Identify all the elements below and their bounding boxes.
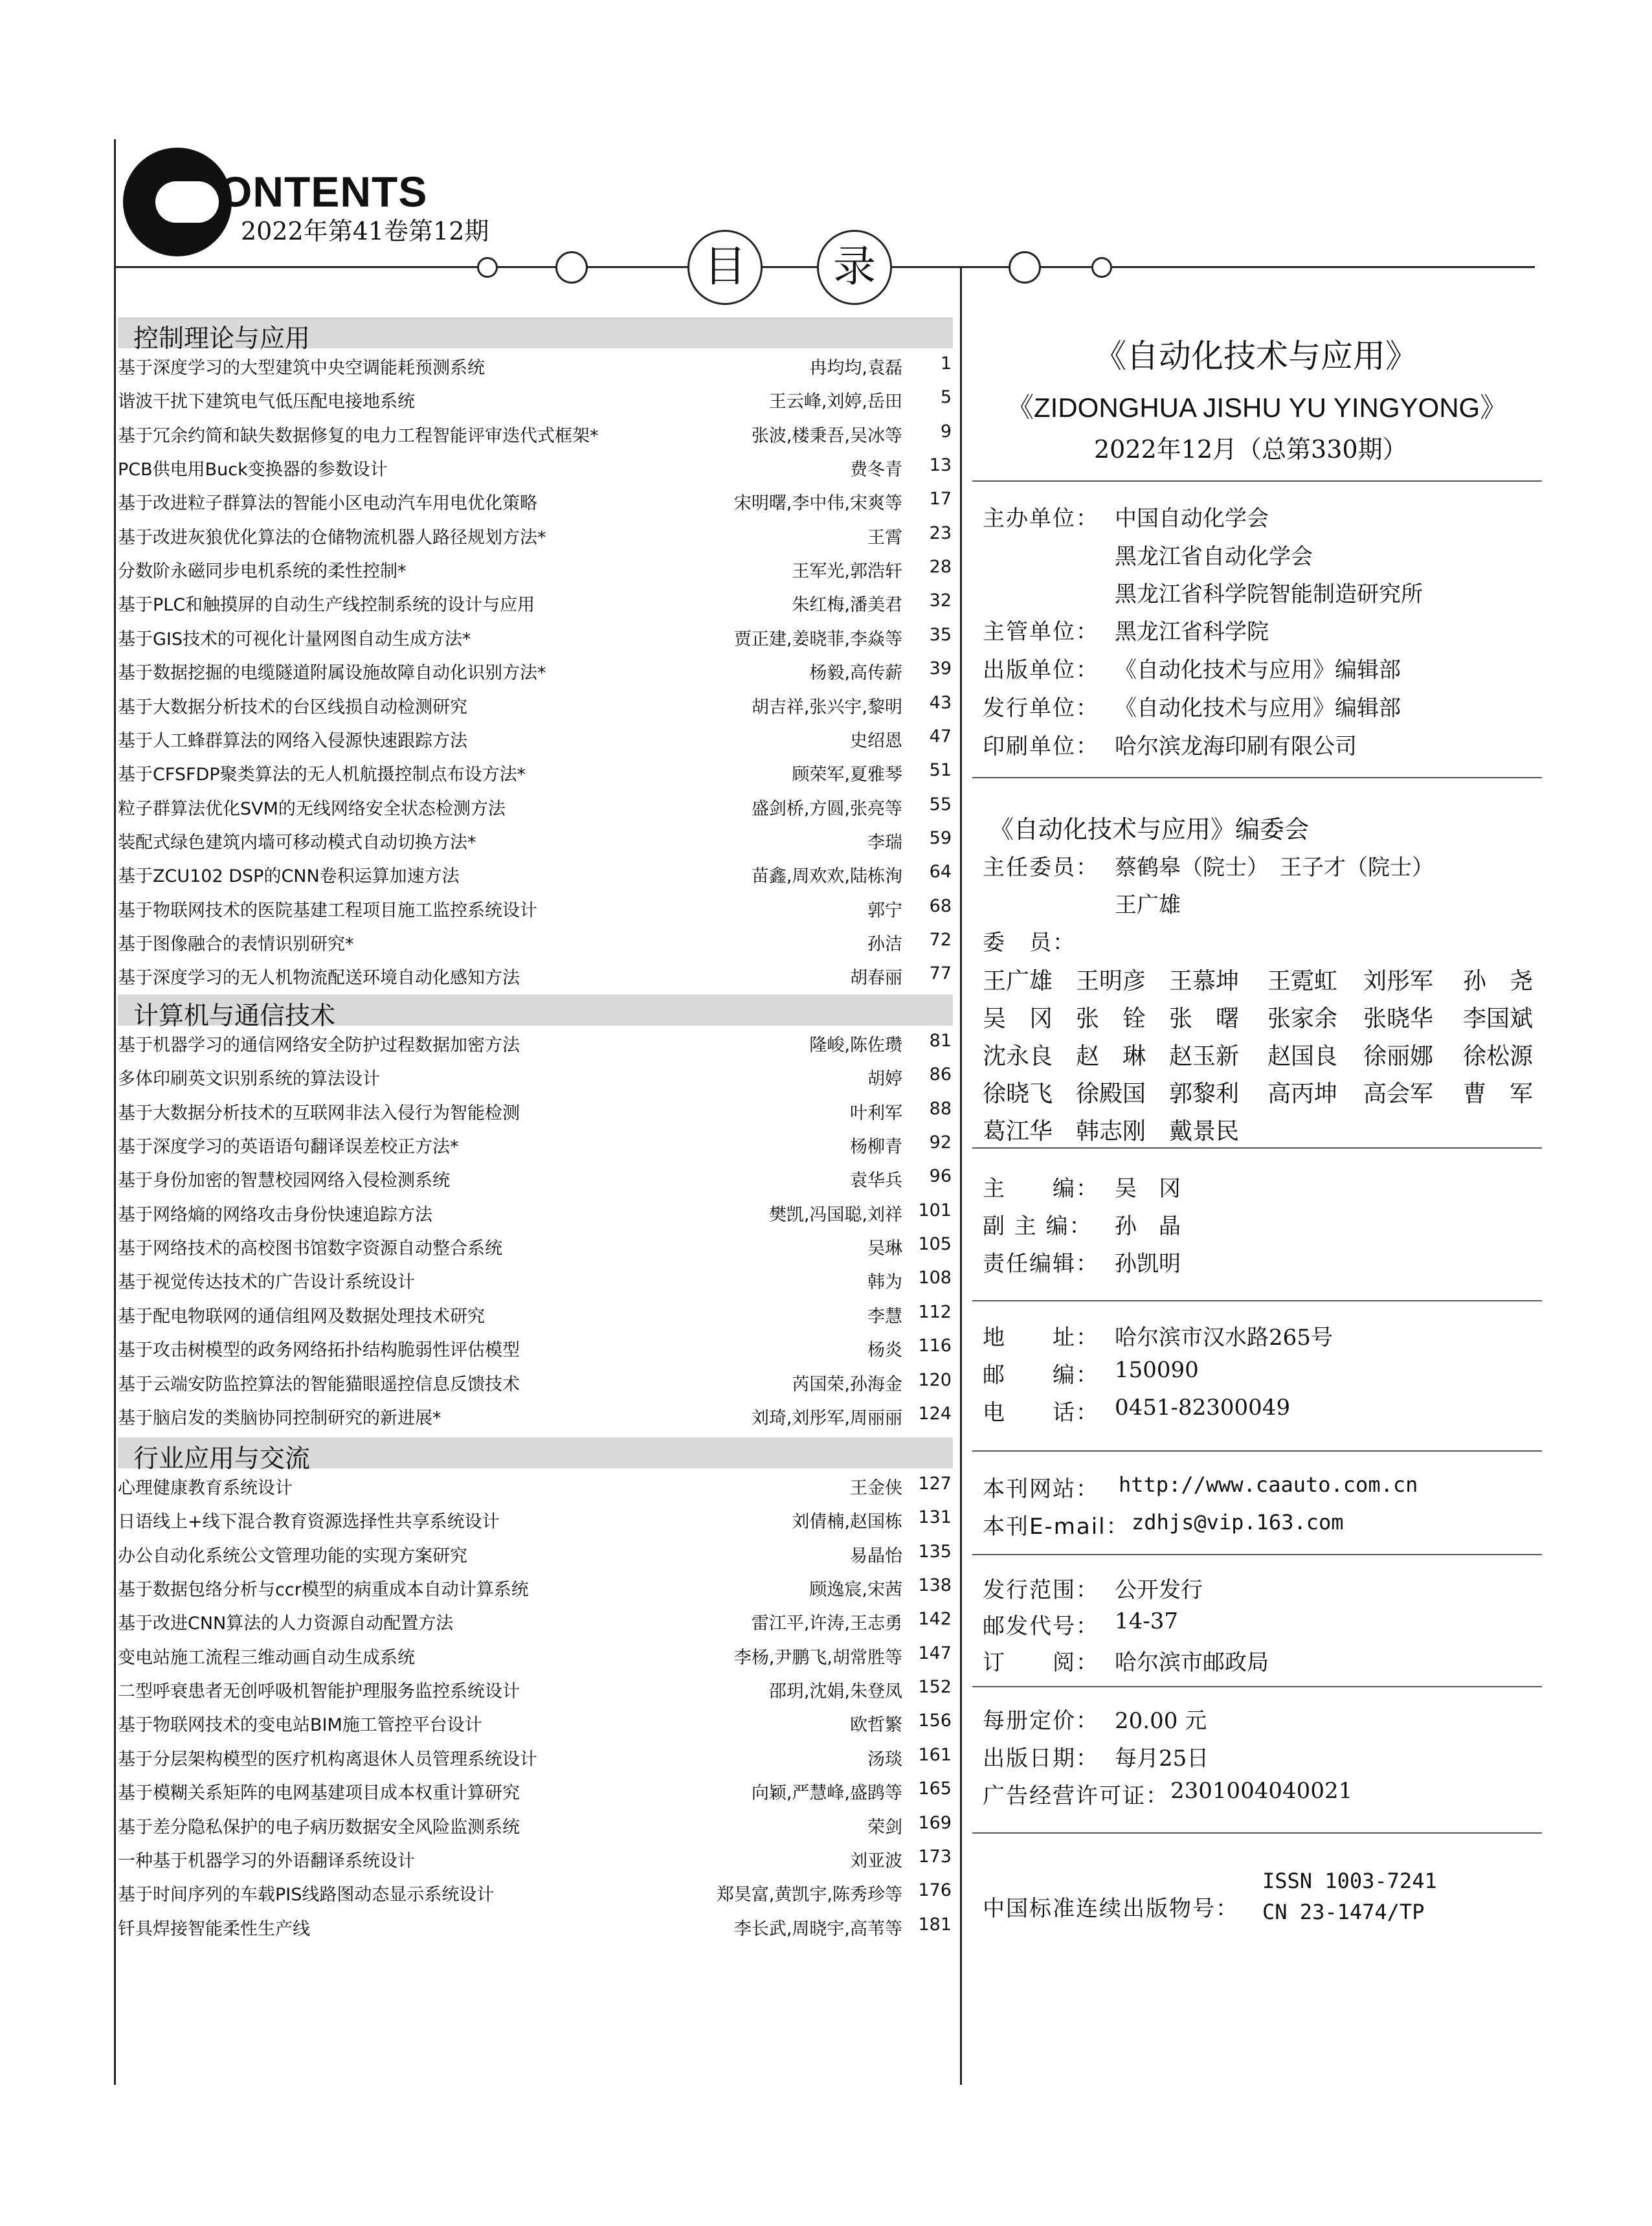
toc-entry [118, 1263, 953, 1296]
entry-authors: 吴琳 [867, 1239, 902, 1259]
entry-authors: 郑昊富,黄凯宇,陈秀珍等 [716, 1885, 902, 1906]
entry-authors: 隆峻,陈佐瓒 [809, 1035, 902, 1055]
address-value: 哈尔滨市汉水路265号 [1115, 1325, 1333, 1351]
entry-authors: 杨炎 [867, 1340, 902, 1361]
separator-6 [972, 1554, 1542, 1555]
member-name: 徐殿国 [1076, 1081, 1146, 1107]
entry-title: 基于PLC和触摸屏的自动生产线控制系统的设计与应用 [118, 595, 535, 616]
publisher-value: 《自动化技术与应用》编辑部 [1115, 657, 1401, 683]
toc-entry [118, 1672, 953, 1705]
toc-entry [118, 484, 953, 517]
toc-entry [118, 958, 953, 992]
toc-entry [118, 1229, 953, 1263]
entry-authors: 汤琰 [867, 1749, 902, 1770]
member-name: 张晓华 [1363, 1006, 1434, 1032]
subscribe-value: 哈尔滨市邮政局 [1115, 1650, 1269, 1676]
entry-authors: 袁华兵 [850, 1171, 902, 1191]
toc-entry [118, 1468, 953, 1502]
deputy-editor-label: 副 主 编： [983, 1213, 1093, 1239]
toc-entry [118, 1705, 953, 1739]
entry-page: 13 [929, 455, 952, 476]
entry-authors: 韩为 [867, 1272, 902, 1293]
entry-title: 谐波干扰下建筑电气低压配电接地系统 [118, 392, 415, 412]
entry-title: 基于时间序列的车载PIS线路图动态显示系统设计 [118, 1885, 495, 1906]
toc-entry [118, 1127, 953, 1161]
member-name: 赵 琳 [1076, 1043, 1146, 1070]
mulu-circle-lu: 录 [817, 230, 892, 305]
distributor-value: 《自动化技术与应用》编辑部 [1115, 695, 1401, 721]
entry-page: 32 [929, 590, 952, 611]
member-name: 孙 尧 [1463, 968, 1534, 995]
entry-title: 基于云端安防监控算法的智能猫眼遥控信息反馈技术 [118, 1374, 520, 1395]
entry-authors: 芮国荣,孙海金 [792, 1374, 902, 1395]
entry-authors: 顾荣军,夏雅琴 [792, 765, 902, 785]
toc-entry [118, 585, 953, 619]
entry-page: 92 [929, 1132, 952, 1153]
chairs-line-1: 蔡鹤皋（院士） 王子才（院士） [1115, 855, 1434, 881]
entry-title: 基于差分隐私保护的电子病历数据安全风险监测系统 [118, 1817, 520, 1838]
toc-entry [118, 1399, 953, 1432]
entry-page: 88 [929, 1098, 952, 1119]
sponsor-2: 黑龙江省自动化学会 [1115, 544, 1313, 570]
decor-circle-2 [555, 251, 588, 284]
toc-entry [118, 382, 953, 416]
entry-title: 基于改进CNN算法的人力资源自动配置方法 [118, 1613, 454, 1634]
toc-entry [118, 1094, 953, 1127]
decor-circle-4 [1091, 257, 1112, 278]
entry-title: 基于深度学习的大型建筑中央空调能耗预测系统 [118, 358, 485, 378]
entry-authors: 王云峰,刘婷,岳田 [768, 392, 902, 412]
entry-page: 173 [918, 1846, 952, 1867]
member-name: 王广雄 [983, 968, 1053, 995]
member-name: 张 曙 [1169, 1006, 1240, 1032]
journal-title-pinyin: 《ZIDONGHUA JISHU YU YINGYONG》 [1007, 392, 1508, 423]
entry-title: 变电站施工流程三维动画自动生成系统 [118, 1647, 415, 1668]
toc-entry [118, 1502, 953, 1536]
entry-authors: 顾逸宸,宋茜 [809, 1580, 902, 1601]
separator-3 [972, 1147, 1542, 1149]
toc-entry [118, 823, 953, 857]
entry-page: 43 [929, 692, 952, 713]
entry-page: 81 [929, 1031, 952, 1051]
entry-authors: 郭宁 [867, 900, 902, 921]
entry-title: 基于网络熵的网络攻击身份快速追踪方法 [118, 1204, 432, 1225]
toc-entry [118, 1059, 953, 1093]
entry-page: 64 [929, 862, 952, 883]
entry-title: 基于大数据分析技术的互联网非法入侵行为智能检测 [118, 1103, 520, 1123]
ad-license-value: 2301004040021 [1170, 1778, 1353, 1804]
entry-title: 基于CFSFDP聚类算法的无人机航摄控制点布设方法* [118, 765, 526, 785]
entry-title: 装配式绿色建筑内墙可移动模式自动切换方法* [118, 832, 476, 853]
entry-title: 基于身份加密的智慧校园网络入侵检测系统 [118, 1171, 450, 1191]
separator-2 [972, 777, 1542, 778]
distributor-label: 发行单位： [983, 695, 1099, 721]
entry-page: 77 [929, 963, 952, 984]
entry-title: 基于物联网技术的变电站BIM施工管控平台设计 [118, 1715, 482, 1736]
member-name: 徐晓飞 [983, 1081, 1053, 1107]
separator-1 [972, 480, 1542, 482]
separator-8 [972, 1832, 1542, 1834]
entry-page: 169 [918, 1812, 952, 1833]
phone-label: 电 话： [983, 1400, 1099, 1426]
toc-entry [118, 1365, 953, 1399]
duty-editor-label: 责任编辑： [983, 1251, 1099, 1277]
member-name: 李国斌 [1463, 1006, 1534, 1032]
member-name: 葛江华 [983, 1118, 1053, 1145]
entry-page: 23 [929, 523, 952, 543]
serial-number-label: 中国标准连续出版物号： [983, 1896, 1239, 1922]
toc-entry [118, 1570, 953, 1604]
entry-title: 基于改进灰狼优化算法的仓储物流机器人路径规划方法* [118, 527, 546, 548]
entry-authors: 费冬青 [850, 460, 902, 480]
entry-title: 基于模糊关系矩阵的电网基建项目成本权重计算研究 [118, 1783, 520, 1804]
entry-title: 心理健康教育系统设计 [118, 1478, 293, 1498]
entry-title: 基于攻击树模型的政务网络拓扑结构脆弱性评估模型 [118, 1340, 520, 1361]
separator-7 [972, 1686, 1542, 1687]
entry-page: 142 [918, 1609, 952, 1630]
entry-title: 钎具焊接智能柔性生产线 [118, 1918, 310, 1939]
toc-entry [118, 620, 953, 653]
entry-title: 基于深度学习的无人机物流配送环境自动化感知方法 [118, 968, 520, 989]
entry-page: 68 [929, 895, 952, 916]
scope-label: 发行范围： [983, 1577, 1099, 1603]
email-label: 本刊E-mail： [983, 1514, 1130, 1540]
decor-circle-1 [477, 257, 498, 278]
member-name: 王慕坤 [1169, 968, 1240, 995]
section-title: 行业应用与交流 [133, 1445, 311, 1474]
postcode-value: 150090 [1115, 1357, 1199, 1383]
price-value: 20.00 元 [1115, 1708, 1207, 1734]
entry-page: 47 [929, 726, 952, 747]
entry-title: 基于数据包络分析与ccr模型的病重成本自动计算系统 [118, 1580, 529, 1601]
member-name: 王明彦 [1076, 968, 1146, 995]
entry-authors: 胡春丽 [850, 968, 902, 989]
entry-authors: 张波,楼秉吾,吴冰等 [751, 425, 902, 446]
toc-entry [118, 688, 953, 721]
sponsor-3: 黑龙江省科学院智能制造研究所 [1115, 581, 1423, 607]
toc-entry [118, 518, 953, 552]
member-name: 赵国良 [1267, 1043, 1338, 1070]
cn-value: CN 23-1474/TP [1262, 1900, 1425, 1924]
decor-circle-3 [1009, 251, 1041, 284]
toc-entry [118, 450, 953, 484]
entry-authors: 王霄 [867, 527, 902, 548]
entry-title: PCB供电用Buck变换器的参数设计 [118, 460, 388, 480]
entry-authors: 叶利军 [850, 1103, 902, 1123]
member-name: 徐松源 [1463, 1043, 1534, 1070]
column-divider [960, 267, 962, 2085]
entry-page: 131 [918, 1507, 952, 1528]
toc-entry [118, 789, 953, 823]
entry-title: 基于配电物联网的通信组网及数据处理技术研究 [118, 1306, 485, 1327]
entry-title: 基于ZCU102 DSP的CNN卷积运算加速方法 [118, 866, 460, 887]
chair-label: 主任委员： [983, 855, 1099, 881]
member-name: 吴 冈 [983, 1006, 1053, 1032]
postal-code-value: 14-37 [1115, 1608, 1179, 1634]
entry-page: 135 [918, 1541, 952, 1562]
member-name: 高会军 [1363, 1081, 1434, 1107]
entry-page: 176 [918, 1880, 952, 1901]
toc-entry [118, 1638, 953, 1672]
entry-title: 一种基于机器学习的外语翻译系统设计 [118, 1850, 415, 1871]
entry-title: 基于机器学习的通信网络安全防护过程数据加密方法 [118, 1035, 520, 1055]
entry-authors: 欧哲繁 [850, 1715, 902, 1736]
entry-page: 152 [918, 1677, 952, 1698]
entry-authors: 王金侠 [850, 1478, 902, 1498]
section-header [118, 995, 953, 1031]
entry-authors: 易晶怡 [850, 1546, 902, 1566]
entry-page: 101 [918, 1200, 952, 1220]
toc-entry [118, 1875, 953, 1909]
issue-line: 2022年第41卷第12期 [241, 217, 489, 245]
entry-page: 156 [918, 1711, 952, 1731]
entry-authors: 雷江平,许涛,王志勇 [751, 1613, 902, 1634]
member-name: 赵玉新 [1169, 1043, 1240, 1070]
entry-authors: 苗鑫,周欢欢,陆栋洵 [751, 866, 902, 887]
entry-title: 多体印刷英文识别系统的算法设计 [118, 1069, 380, 1090]
editor-value: 吴 冈 [1115, 1176, 1181, 1202]
pubdate-label: 出版日期： [983, 1746, 1099, 1771]
entry-authors: 刘琦,刘彤军,周丽丽 [751, 1408, 902, 1428]
editor-label: 主 编： [983, 1176, 1099, 1202]
toc-entry [118, 1773, 953, 1807]
website-value: http://www.caauto.com.cn [1119, 1472, 1418, 1497]
member-name: 刘彤军 [1363, 968, 1434, 995]
subscribe-label: 订 阅： [983, 1650, 1099, 1676]
entry-page: 5 [940, 387, 952, 408]
toc-entry [118, 925, 953, 958]
entry-title: 日语线上+线下混合教育资源选择性共享系统设计 [118, 1512, 500, 1533]
journal-title-cn: 《自动化技术与应用》 [1094, 337, 1418, 375]
entry-authors: 胡婷 [867, 1069, 902, 1090]
chairs-line-2: 王广雄 [1115, 892, 1181, 918]
member-name: 王霓虹 [1267, 968, 1338, 995]
entry-authors: 李慧 [867, 1306, 902, 1327]
entry-authors: 宋明曙,李中伟,宋爽等 [733, 493, 902, 514]
toc-entry [118, 1331, 953, 1364]
entry-page: 120 [918, 1369, 952, 1390]
deputy-editor-value: 孙 晶 [1115, 1213, 1181, 1239]
entry-authors: 邵玥,沈娟,朱登凤 [768, 1681, 902, 1702]
toc-entry [118, 1841, 953, 1875]
entry-title: 基于图像融合的表情识别研究* [118, 934, 354, 954]
entry-title: 基于GIS技术的可视化计量网图自动生成方法* [118, 629, 471, 649]
entry-page: 17 [929, 489, 952, 510]
phone-value: 0451-82300049 [1115, 1395, 1291, 1421]
member-name: 沈永良 [983, 1043, 1053, 1070]
entry-page: 1 [940, 354, 952, 374]
entry-page: 51 [929, 760, 952, 781]
entry-authors: 胡吉祥,张兴宇,黎明 [751, 697, 902, 717]
toc-entry [118, 755, 953, 789]
toc-entry [118, 891, 953, 925]
issn-value: ISSN 1003-7241 [1262, 1869, 1437, 1893]
entry-page: 127 [918, 1474, 952, 1494]
section-title: 计算机与通信技术 [133, 1002, 336, 1031]
publisher-label: 出版单位： [983, 657, 1099, 683]
toc-entry [118, 1740, 953, 1773]
ad-license-label: 广告经营许可证： [983, 1783, 1169, 1809]
entry-authors: 朱红梅,潘美君 [792, 595, 902, 616]
entry-page: 105 [918, 1234, 952, 1255]
entry-title: 基于脑启发的类脑协同控制研究的新进展* [118, 1408, 441, 1428]
toc-entry [118, 721, 953, 755]
entry-title: 基于深度学习的英语语句翻译误差校正方法* [118, 1137, 459, 1158]
entry-authors: 孙洁 [867, 934, 902, 954]
member-name: 徐丽娜 [1363, 1043, 1434, 1070]
toc-entry [118, 416, 953, 450]
printer-value: 哈尔滨龙海印刷有限公司 [1115, 734, 1357, 759]
entry-authors: 李杨,尹鹏飞,胡常胜等 [733, 1647, 902, 1668]
entry-authors: 盛剑桥,方圆,张亮等 [751, 798, 902, 819]
entry-page: 72 [929, 929, 952, 950]
toc-entry [118, 1536, 953, 1570]
toc-entry [118, 1909, 953, 1943]
toc-entry [118, 348, 953, 382]
entry-authors: 史绍恩 [850, 730, 902, 751]
entry-authors: 李长武,周晓宇,高苇等 [733, 1918, 902, 1939]
entry-page: 147 [918, 1643, 952, 1663]
entry-page: 138 [918, 1575, 952, 1596]
entry-title: 基于视觉传达技术的广告设计系统设计 [118, 1272, 415, 1293]
entry-title: 基于人工蜂群算法的网络入侵源快速跟踪方法 [118, 730, 467, 751]
postcode-label: 邮 编： [983, 1362, 1099, 1388]
toc-entry [118, 653, 953, 687]
contents-heading: ONTENTS [219, 168, 428, 216]
entry-page: 59 [929, 827, 952, 848]
entry-page: 28 [929, 557, 952, 578]
contents-logo-c [123, 148, 232, 256]
entry-authors: 杨毅,高传薪 [809, 663, 902, 684]
section-header [118, 317, 953, 354]
entry-page: 55 [929, 794, 952, 815]
toc-entry [118, 1808, 953, 1841]
scope-value: 公开发行 [1115, 1577, 1203, 1603]
separator-4 [972, 1300, 1542, 1301]
member-name: 张家余 [1267, 1006, 1338, 1032]
entry-title: 基于物联网技术的医院基建工程项目施工监控系统设计 [118, 900, 537, 921]
entry-authors: 贾正建,姜晓菲,李焱等 [733, 629, 902, 649]
mulu-circle-mu: 目 [687, 230, 763, 305]
printer-label: 印刷单位： [983, 734, 1099, 759]
website-label: 本刊网站： [983, 1476, 1099, 1502]
member-name: 张 铨 [1076, 1006, 1146, 1032]
entry-title: 分数阶永磁同步电机系统的柔性控制* [118, 561, 407, 582]
entry-title: 基于冗余约简和缺失数据修复的电力工程智能评审迭代式框架* [118, 425, 599, 446]
price-label: 每册定价： [983, 1708, 1099, 1734]
pubdate-value: 每月25日 [1115, 1746, 1209, 1771]
left-vertical-rule [114, 139, 116, 2085]
postal-code-label: 邮发代号： [983, 1613, 1099, 1639]
toc-entry [118, 857, 953, 890]
entry-title: 粒子群算法优化SVM的无线网络安全状态检测方法 [118, 798, 506, 819]
entry-page: 181 [918, 1914, 952, 1935]
toc-entry [118, 1604, 953, 1637]
toc-entry [118, 1161, 953, 1195]
duty-editor-value: 孙凯明 [1115, 1251, 1181, 1277]
section-title: 控制理论与应用 [133, 324, 311, 354]
sponsor-1: 中国自动化学会 [1115, 506, 1269, 532]
board-title: 《自动化技术与应用》编委会 [989, 815, 1310, 844]
entry-title: 二型呼衰患者无创呼吸机智能护理服务监控系统设计 [118, 1681, 520, 1702]
entry-authors: 刘亚波 [850, 1850, 902, 1871]
member-name: 曹 军 [1463, 1081, 1534, 1107]
section-header [118, 1437, 953, 1474]
entry-title: 基于数据挖掘的电缆隧道附属设施故障自动化识别方法* [118, 663, 546, 684]
entry-page: 124 [918, 1403, 952, 1424]
supervisor-label: 主管单位： [983, 619, 1099, 645]
supervisor-value: 黑龙江省科学院 [1115, 619, 1269, 645]
sponsor-label: 主办单位： [983, 506, 1099, 532]
entry-title: 办公自动化系统公文管理功能的实现方案研究 [118, 1546, 467, 1566]
member-name: 戴景民 [1169, 1118, 1240, 1145]
entry-page: 165 [918, 1779, 952, 1799]
member-name: 郭黎利 [1169, 1081, 1240, 1107]
entry-authors: 王军光,郭浩轩 [792, 561, 902, 582]
entry-authors: 樊凯,冯国聪,刘祥 [768, 1204, 902, 1225]
entry-title: 基于大数据分析技术的台区线损自动检测研究 [118, 697, 467, 717]
entry-page: 116 [918, 1336, 952, 1356]
entry-page: 9 [940, 421, 952, 442]
member-name: 高丙坤 [1267, 1081, 1338, 1107]
entry-page: 86 [929, 1064, 952, 1085]
member-name: 韩志刚 [1076, 1118, 1146, 1145]
entry-title: 基于网络技术的高校图书馆数字资源自动整合系统 [118, 1239, 502, 1259]
entry-authors: 荣剑 [867, 1817, 902, 1838]
entry-page: 112 [918, 1301, 952, 1322]
entry-title: 基于改进粒子群算法的智能小区电动汽车用电优化策略 [118, 493, 537, 514]
toc-entry [118, 552, 953, 585]
entry-authors: 刘倩楠,赵国栋 [792, 1512, 902, 1533]
members-label: 委 员： [983, 930, 1076, 956]
separator-5 [972, 1450, 1542, 1452]
entry-page: 39 [929, 658, 952, 679]
journal-issue: 2022年12月（总第330期） [1094, 435, 1407, 464]
entry-authors: 冉均均,袁磊 [809, 358, 902, 378]
entry-authors: 向颖,严慧峰,盛鹍等 [751, 1783, 902, 1804]
address-label: 地 址： [983, 1325, 1099, 1351]
email-value: zdhjs@vip.163.com [1132, 1510, 1344, 1535]
toc-entry [118, 1026, 953, 1059]
toc-entry [118, 1195, 953, 1229]
entry-authors: 杨柳青 [850, 1137, 902, 1158]
entry-authors: 李瑞 [867, 832, 902, 853]
entry-title: 基于分层架构模型的医疗机构离退休人员管理系统设计 [118, 1749, 537, 1770]
toc-entry [118, 1297, 953, 1331]
entry-page: 108 [918, 1268, 952, 1288]
entry-page: 96 [929, 1166, 952, 1187]
entry-page: 35 [929, 624, 952, 645]
entry-page: 161 [918, 1744, 952, 1765]
